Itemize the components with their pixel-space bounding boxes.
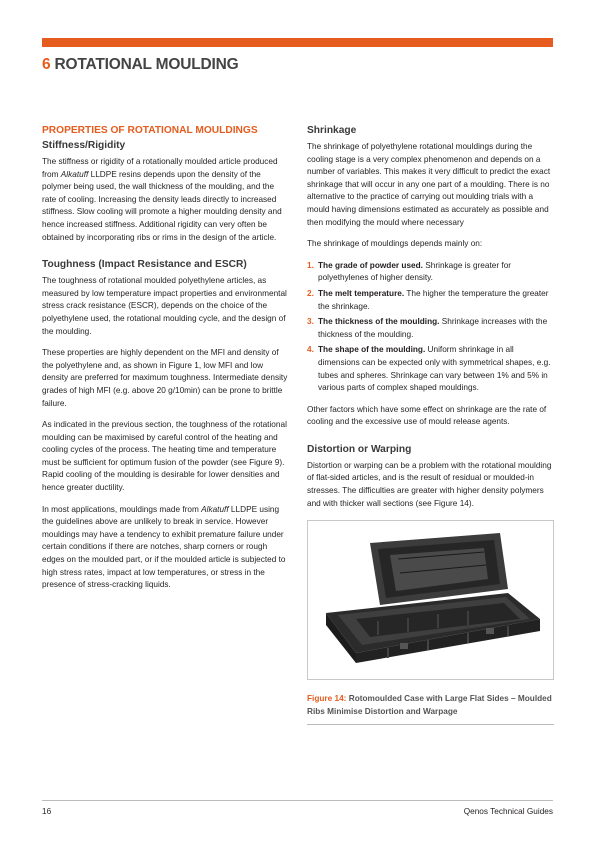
toughness-paragraph-4: In most applications, mouldings made from Alkatuff LLDPE using the guidelines above are unlikely to break in service. However mouldings may have a tendency to exhibit premature failure under certain conditions if there are notches, sharp corners or rough edges on the moulded part, or if the moulded article is subjected to high stress rates, impact at low temperatures, or stress in the presence of stress-cracking liquids. (42, 504, 286, 590)
top-accent-bar (42, 38, 553, 47)
left-column (42, 125, 289, 601)
chapter-title: ROTATIONAL MOULDING (54, 56, 239, 73)
stiffness-paragraph: The stiffness or rigidity of a rotationally moulded article produced from Alkatuff LLDPE resins depends upon the density of the polymer being used, the wall thickness of the moulding, and the rate of cooling. Increasing the density leads directly to increased stiffness. Slow cooling will promote a higher moulding density and hence increased stiffness. Additional rigidity can very often be obtained by incorporating ribs or rims in the design of the article. (42, 157, 282, 242)
distortion-heading: Distortion or Warping (307, 443, 412, 455)
figure-14-image (307, 520, 554, 680)
stiffness-heading: Stiffness/Rigidity (42, 140, 126, 151)
section-title: PROPERTIES OF ROTATIONAL MOULDINGS (42, 125, 258, 136)
rotomoulded-case-illustration (308, 521, 553, 679)
shrinkage-paragraph-1: The shrinkage of polyethylene rotational mouldings during the cooling stage is a very complex phenomenon and depends on a number of variables. This makes it very difficult to predict the exact shrinkage that will occur in any one part of a moulding. There is no alternative to the practice of carrying out moulding trials with a mould having dimensions estimated as accurately as possible and then modifying the mould where necessary (307, 142, 551, 227)
list-item: 1. The grade of powder used. Shrinkage is greater for polyethylenes of higher density. (307, 260, 512, 283)
figure-14-caption: Figure 14: Rotomoulded Case with Large Flat Sides – Moulded Ribs Minimise Distortion and Warpage (307, 693, 554, 725)
list-item: 2. The melt temperature. The higher the temperature the greater the shrinkage. (307, 288, 549, 311)
chapter-heading (42, 56, 238, 74)
toughness-paragraph-3: As indicated in the previous section, the toughness of the rotational moulding can be maximised by careful control of the heating and cooling cycles of the process. The heating time and temperature must be sufficient for optimum fusion of the powder (see Figure 9). Rapid cooling of the moulding is desirable for lower densities and hence greater ductility. (42, 420, 287, 493)
shrinkage-heading: Shrinkage (307, 125, 357, 136)
toughness-paragraph-1: The toughness of rotational moulded polyethylene articles, as measured by low temperature impact properties and environmental stress crack resistance (ESCR), depends on the choice of the polyethylene used, the rotational moulding cycle, and the design of the moulding. (42, 276, 287, 336)
footer-divider (42, 800, 553, 801)
footer-guide-title: Qenos Technical Guides (463, 807, 553, 816)
page-number: 16 (42, 807, 52, 816)
toughness-paragraph-2: These properties are highly dependent on the MFI and density of the polyethylene and, as shown in Figure 1, low MFI and low density are preferred for maximum toughness. Intermediate density grades of high MFI (e.g. above 20 g/10min) can be prone to brittle failure. (42, 348, 288, 408)
list-item: 3. The thickness of the moulding. Shrinkage increases with the thickness of the moulding. (307, 317, 548, 339)
list-item: 4. The shape of the moulding. Uniform shrinkage in all dimensions can be expected only with symmetrical shapes, e.g. tubes and spheres. Shrinkage can vary between 1% and 5% in various parts of complex shaped mouldings. (307, 345, 551, 393)
distortion-paragraph: Distortion or warping can be a problem with the rotational moulding of flat-sided articles, and is the result of residual or moulded-in stresses. The difficulties are greater with higher density polymers and with thicker wall sections (see Figure 14). (307, 460, 552, 508)
toughness-heading: Toughness (Impact Resistance and ESCR) (42, 259, 247, 271)
shrinkage-paragraph-3: Other factors which have some effect on shrinkage are the rate of cooling and the excessive use of mould release agents. (307, 404, 547, 427)
right-column (307, 125, 554, 725)
chapter-number: 6 (42, 56, 51, 73)
shrinkage-paragraph-2: The shrinkage of mouldings depends mainly on: (307, 239, 483, 249)
shrinkage-factors-list (307, 260, 554, 395)
